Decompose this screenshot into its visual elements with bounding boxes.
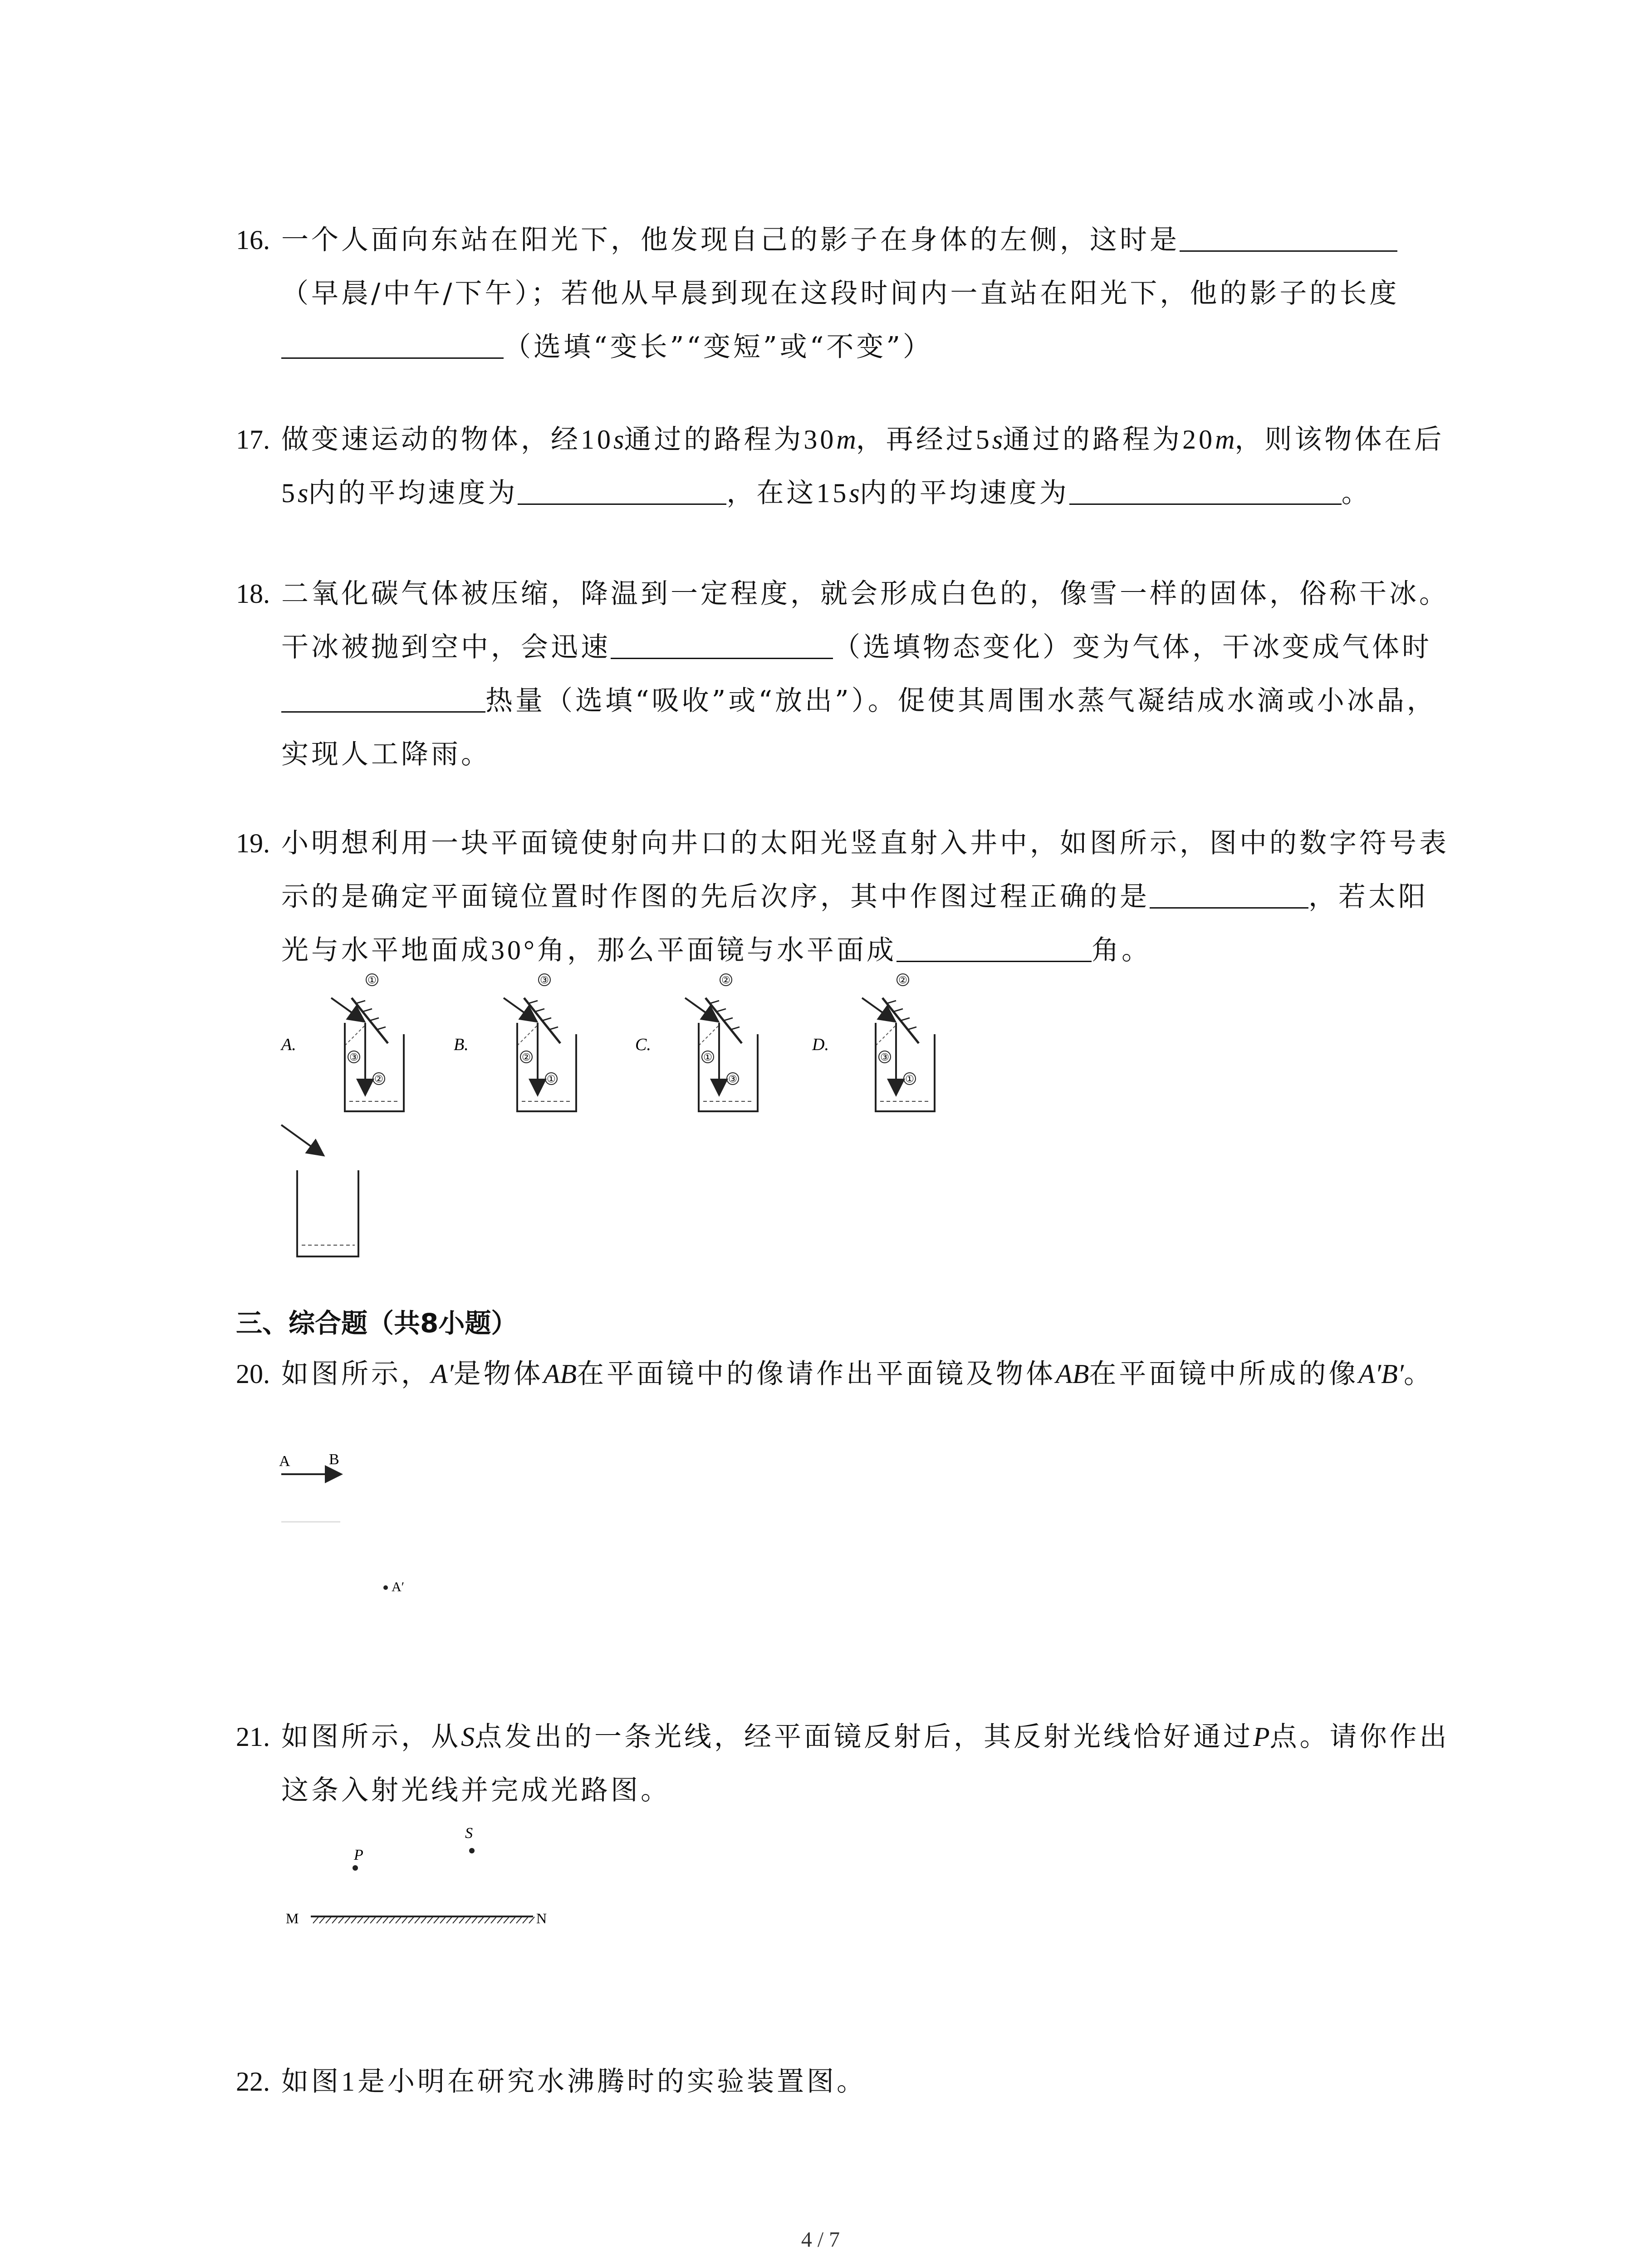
mirror-hatch [338,1917,344,1923]
label-p: P [354,1847,363,1863]
answer-blank[interactable] [1284,222,1397,252]
option-a-diagram[interactable] [280,974,404,1111]
mirror-hatch [529,1917,534,1923]
page-number: 4 / 7 [801,2228,840,2252]
label-n: N [536,1910,547,1926]
option-d-diagram[interactable] [812,974,935,1111]
q20-figure[interactable] [272,1447,454,1601]
answer-blank[interactable] [1150,879,1308,909]
mirror-hatch [504,1917,509,1923]
mirror-hatch [421,1917,426,1923]
question-text: 做变速运动的物体，经10s通过的路程为30m，再经过5s通过的路程为20m，则该物体在后5s内的平均速度为 ，在这15s内的平均速度为 。 [281,424,1445,509]
question-17 [236,413,1452,520]
section-heading: 三、综合题（共8小题） [236,1308,518,1339]
answer-blank[interactable] [611,630,833,659]
question-21 [236,1710,1452,1817]
mirror-hatch [326,1917,331,1923]
point-a-prime [383,1585,388,1590]
mirror-ray-diagram [272,1814,581,1946]
mirror-hatch [465,1917,471,1923]
mirror-hatch [485,1917,490,1923]
mirror-hatch [497,1917,503,1923]
question-number: 16. [236,225,270,255]
svg-text:③: ③ [728,1074,737,1085]
question-number: 18. [236,579,270,609]
option-b-diagram[interactable] [454,974,576,1111]
svg-text:②: ② [898,975,907,986]
label-a: A [279,1453,290,1470]
question-number: 17. [236,425,270,455]
svg-text:①: ① [547,1074,556,1085]
svg-text:②: ② [522,1052,531,1063]
mirror-hatch [446,1917,452,1923]
option-figures [272,966,998,1129]
question-text: 如图所示，从S点发出的一条光线，经平面镜反射后，其反射光线恰好通过P点。请你作出这条入射光线并完成光路图。 [281,1721,1450,1806]
question-19 [236,816,1452,977]
mirror-hatch [440,1917,446,1923]
mirror-hatch [491,1917,496,1923]
mirror-hatch [453,1917,458,1923]
label-b: B [329,1451,339,1468]
mirror-hatch [478,1917,484,1923]
q21-figure[interactable] [272,1814,581,1946]
mirror-hatch [351,1917,357,1923]
answer-blank[interactable] [1180,222,1284,252]
mirror-hatch [377,1917,382,1923]
question-18 [236,567,1452,781]
mirror-hatch [383,1917,388,1923]
svg-text:①: ① [703,1052,712,1063]
mirror-hatch [402,1917,407,1923]
question-text: 小明想利用一块平面镜使射向井口的太阳光竖直射入井中，如图所示，图中的数字符号表示的是确定平面镜位置时作图的先后次序，其中作图过程正确的是 ，若太阳光与水平地面成30°角，那么平面镜与水平面成 角。 [281,827,1449,966]
mirror-hatch [332,1917,338,1923]
question-22 [236,2055,1452,2108]
option-label: C. [635,1035,651,1054]
answer-blank[interactable] [1069,475,1342,505]
svg-text:②: ② [374,1074,383,1085]
answer-blank[interactable] [281,683,485,713]
mirror-hatch [516,1917,522,1923]
question-text: 一个人面向东站在阳光下，他发现自己的影子在身体的左侧，这时是（早晨/中午/下午）；若他从早晨到现在这段时间内一直站在阳光下，他的影子的长度（选填“变长”“变短”或“不变”） [281,213,1452,374]
option-c-diagram[interactable] [635,974,758,1111]
well-mirror-diagrams [272,966,998,1129]
mirror-hatch [396,1917,401,1923]
question-text: 二氧化碳气体被压缩，降温到一定程度，就会形成白色的，像雪一样的固体，俗称干冰。干冰被抛到空中，会迅速 （选填物态变化）变为气体，干冰变成气体时热量（选填“吸收”或“放出”）。促使其周围水蒸气凝结成水滴或小冰晶，实现人工降雨。 [281,578,1449,770]
answer-blank[interactable] [518,475,726,505]
mirror-hatch [358,1917,363,1923]
answer-diagram[interactable] [272,1120,372,1266]
mirror-hatch [459,1917,465,1923]
point-p [353,1865,358,1871]
question-text: 如图1是小明在研究水沸腾时的实验装置图。 [281,2066,867,2097]
mirror-hatch [434,1917,439,1923]
mirror-hatch [415,1917,420,1923]
mirror-hatch [364,1917,369,1923]
question-number: 20. [236,1359,270,1389]
mirror-hatch [510,1917,515,1923]
svg-text:③: ③ [540,975,549,986]
label-a-prime: A′ [392,1579,405,1594]
mirror-hatch [472,1917,477,1923]
point-s [469,1848,475,1853]
label-s: S [465,1825,473,1842]
question-16 [236,213,1452,374]
svg-text:③: ③ [880,1052,889,1063]
mirror-hatch [408,1917,414,1923]
question-number: 21. [236,1722,270,1752]
mirror-hatch [313,1917,318,1923]
question-number: 19. [236,828,270,858]
well-diagram [272,1120,372,1266]
svg-text:②: ② [721,975,730,986]
label-m: M [286,1910,299,1926]
svg-text:①: ① [905,1074,914,1085]
mirror-hatch [523,1917,528,1923]
mirror-hatch [345,1917,350,1923]
question-text: 如图所示，A′是物体AB在平面镜中的像请作出平面镜及物体AB在平面镜中所成的像A′B′。 [281,1358,1434,1390]
question-number: 22. [236,2067,270,2097]
mirror-object-diagram [272,1447,454,1601]
option-label: A. [281,1035,296,1054]
option-label: D. [812,1035,829,1054]
answer-blank[interactable] [896,933,1092,962]
mirror-hatch [389,1917,395,1923]
svg-text:①: ① [367,975,377,986]
mirror-hatch [370,1917,376,1923]
answer-blank[interactable] [281,329,504,359]
svg-text:③: ③ [349,1052,358,1063]
question-20 [236,1347,1452,1401]
mirror-hatch [319,1917,325,1923]
mirror-hatch [427,1917,433,1923]
option-label: B. [454,1035,469,1054]
